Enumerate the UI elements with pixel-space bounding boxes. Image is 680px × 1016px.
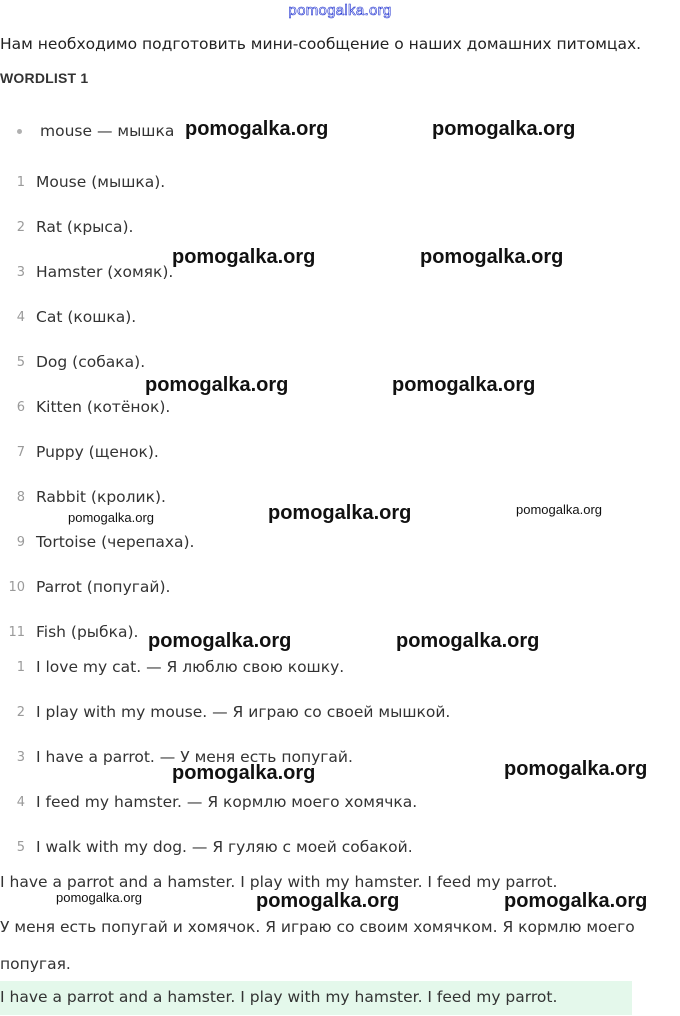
list-item-number: 10 xyxy=(8,580,25,595)
paragraph-russian-line-1: У меня есть попугай и хомячок. Я играю со своим хомячком. Я кормлю моего xyxy=(0,918,635,936)
bullet-dot-icon xyxy=(17,129,22,134)
list-item-number: 2 xyxy=(16,220,25,235)
answer-text: I have a parrot and a hamster. I play with my hamster. I feed my parrot. xyxy=(0,988,558,1006)
watermark: pomogalka.org xyxy=(185,118,329,140)
list-item: I walk with my dog. — Я гуляю с моей собакой. xyxy=(36,838,413,856)
list-item-number: 9 xyxy=(16,535,25,550)
watermark: pomogalka.org xyxy=(172,246,316,268)
list-item: I play with my mouse. — Я играю со своей мышкой. xyxy=(36,703,451,721)
list-item: Rabbit (кролик). xyxy=(36,488,166,506)
watermark: pomogalka.org xyxy=(396,630,540,652)
paragraph-russian-line-2: попугая. xyxy=(0,955,71,973)
list-item: I feed my hamster. — Я кормлю моего хомячка. xyxy=(36,793,418,811)
list-item-number: 7 xyxy=(16,445,25,460)
list-item: Dog (собака). xyxy=(36,353,146,371)
list-item-number: 5 xyxy=(16,355,25,370)
list-item-number: 4 xyxy=(16,795,25,810)
watermark: pomogalka.org xyxy=(268,502,412,524)
list-item-number: 1 xyxy=(16,175,25,190)
watermark: pomogalka.org xyxy=(504,890,648,912)
watermark: pomogalka.org xyxy=(256,890,400,912)
watermark: pomogalka.org xyxy=(432,118,576,140)
list-item: Kitten (котёнок). xyxy=(36,398,171,416)
list-item: Fish (рыбка). xyxy=(36,623,139,641)
list-item: I have a parrot. — У меня есть попугай. xyxy=(36,748,353,766)
list-item: Cat (кошка). xyxy=(36,308,137,326)
watermark: pomogalka.org xyxy=(145,374,289,396)
wordlist-heading: WORDLIST 1 xyxy=(0,70,89,86)
list-item-number: 4 xyxy=(16,310,25,325)
watermark: pomogalka.org xyxy=(420,246,564,268)
list-item-number: 3 xyxy=(16,750,25,765)
watermark: pomogalka.org xyxy=(148,630,292,652)
list-item: I love my cat. — Я люблю свою кошку. xyxy=(36,658,345,676)
list-item: Parrot (попугай). xyxy=(36,578,171,596)
list-item: Hamster (хомяк). xyxy=(36,263,174,281)
list-item-number: 5 xyxy=(16,840,25,855)
list-item: Rat (крыса). xyxy=(36,218,134,236)
paragraph-english: I have a parrot and a hamster. I play with my hamster. I feed my parrot. xyxy=(0,873,558,891)
list-item: Mouse (мышка). xyxy=(36,173,166,191)
watermark: pomogalka.org xyxy=(392,374,536,396)
header-site-link[interactable]: pomogalka.org xyxy=(288,2,392,19)
bullet-item: mouse — мышка xyxy=(40,122,175,140)
list-item-number: 11 xyxy=(8,625,25,640)
watermark: pomogalka.org xyxy=(56,890,142,905)
watermark: pomogalka.org xyxy=(516,502,602,517)
watermark: pomogalka.org xyxy=(68,510,154,525)
list-item: Puppy (щенок). xyxy=(36,443,159,461)
list-item-number: 1 xyxy=(16,660,25,675)
list-item-number: 8 xyxy=(16,490,25,505)
list-item-number: 2 xyxy=(16,705,25,720)
list-item-number: 6 xyxy=(16,400,25,415)
watermark: pomogalka.org xyxy=(504,758,648,780)
list-item-number: 3 xyxy=(16,265,25,280)
intro-text: Нам необходимо подготовить мини-сообщение о наших домашних питомцах. xyxy=(0,35,642,53)
watermark: pomogalka.org xyxy=(172,762,316,784)
list-item: Tortoise (черепаха). xyxy=(36,533,195,551)
